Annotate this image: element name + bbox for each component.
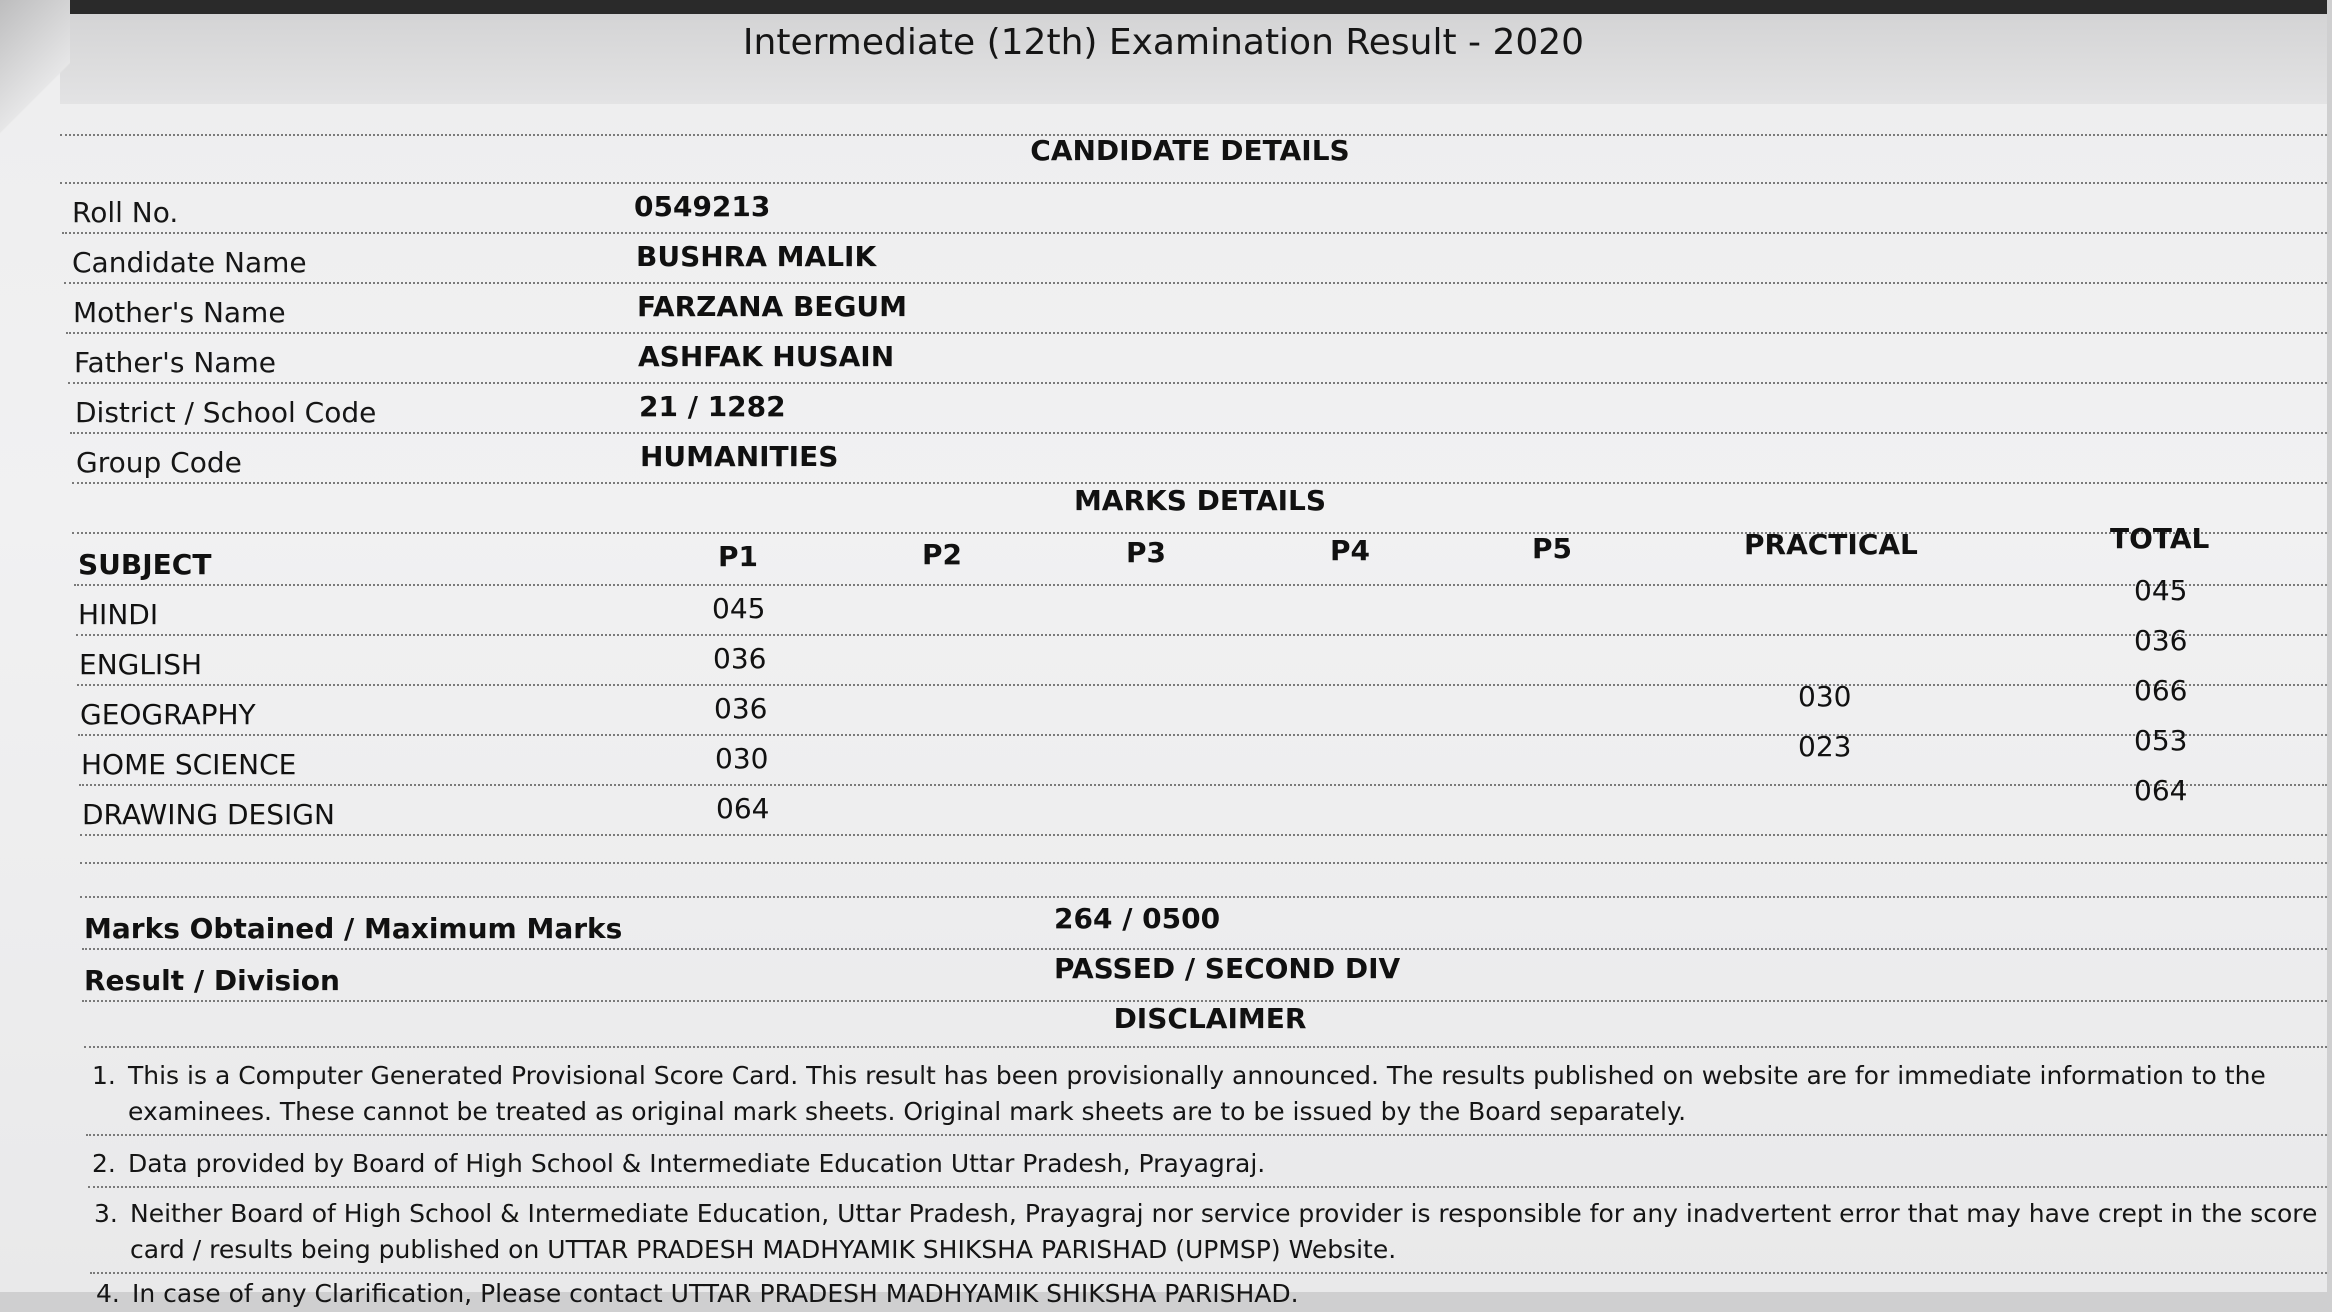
divider xyxy=(79,784,2327,786)
marks-obtained-value: 264 / 0500 xyxy=(1054,902,1221,935)
disclaimer-number: 3. xyxy=(94,1199,118,1228)
district-school-code-label: District / School Code xyxy=(75,396,377,429)
practical-cell: 023 xyxy=(1798,730,1852,763)
p1-cell: 030 xyxy=(715,742,769,775)
divider xyxy=(60,182,2327,184)
disclaimer-text: This is a Computer Generated Provisional Score Card. This result has been provisionally announced. The results published on website are for immediate information to the examinees. These cannot be treated as original mark sheets. Original mark sheets are to be issued by the Board separately. xyxy=(128,1061,2266,1126)
p3-header: P3 xyxy=(1126,536,1167,569)
total-cell: 064 xyxy=(2134,774,2188,807)
district-school-code-value: 21 / 1282 xyxy=(639,390,786,423)
mothers-name-label: Mother's Name xyxy=(73,296,286,329)
total-cell: 036 xyxy=(2134,624,2188,657)
page-title: Intermediate (12th) Examination Result - 2020 xyxy=(742,22,1585,63)
fathers-name-value: ASHFAK HUSAIN xyxy=(638,340,895,373)
divider xyxy=(88,1186,2327,1188)
subject-cell: HOME SCIENCE xyxy=(81,748,297,781)
divider xyxy=(62,232,2327,234)
divider xyxy=(90,1272,2327,1274)
disclaimer-item xyxy=(92,1058,2312,1130)
divider xyxy=(77,684,2327,686)
p5-header: P5 xyxy=(1532,532,1573,565)
mothers-name-value: FARZANA BEGUM xyxy=(637,290,908,323)
p1-header: P1 xyxy=(718,540,759,573)
divider xyxy=(70,432,2327,434)
divider xyxy=(80,896,2327,898)
divider xyxy=(82,948,2327,950)
disclaimer-number: 4. xyxy=(96,1279,120,1308)
subject-cell: ENGLISH xyxy=(79,648,203,681)
marks-section-title: MARKS DETAILS xyxy=(1073,484,1327,517)
disclaimer-text: Neither Board of High School & Intermediate Education, Uttar Pradesh, Prayagraj nor service provider is responsible for any inadvertent error that may have crept in the score card / results being published on UTTAR PRADESH MADHYAMIK SHIKSHA PARISHAD (UPMSP) Website. xyxy=(130,1199,2318,1264)
disclaimer-text: In case of any Clarification, Please contact UTTAR PRADESH MADHYAMIK SHIKSHA PARISHAD. xyxy=(132,1279,1299,1308)
total-cell: 045 xyxy=(2134,574,2188,607)
total-cell: 066 xyxy=(2134,674,2188,707)
practical-header: PRACTICAL xyxy=(1744,528,1918,561)
divider xyxy=(64,282,2327,284)
divider xyxy=(80,862,2327,864)
divider xyxy=(84,1046,2327,1048)
group-code-label: Group Code xyxy=(76,446,242,479)
disclaimer-item xyxy=(96,1276,2316,1312)
marks-obtained-label: Marks Obtained / Maximum Marks xyxy=(84,912,623,945)
subject-cell: DRAWING DESIGN xyxy=(82,798,335,831)
p4-header: P4 xyxy=(1330,534,1371,567)
fathers-name-label: Father's Name xyxy=(74,346,276,379)
p1-cell: 064 xyxy=(716,792,770,825)
disclaimer-number: 1. xyxy=(92,1061,116,1090)
divider xyxy=(66,332,2327,334)
candidate-section-title: CANDIDATE DETAILS xyxy=(1030,134,1350,167)
divider xyxy=(74,584,2327,586)
disclaimer-section-title: DISCLAIMER xyxy=(1113,1002,1307,1035)
group-code-value: HUMANITIES xyxy=(640,440,839,473)
result-division-label: Result / Division xyxy=(84,964,340,997)
divider xyxy=(68,382,2327,384)
total-header: TOTAL xyxy=(2110,522,2210,555)
divider xyxy=(72,532,2327,534)
p1-cell: 036 xyxy=(714,692,768,725)
subject-header: SUBJECT xyxy=(78,548,212,581)
disclaimer-item xyxy=(92,1146,2312,1182)
disclaimer-number: 2. xyxy=(92,1149,116,1178)
roll-no-label: Roll No. xyxy=(72,196,179,229)
practical-cell: 030 xyxy=(1798,680,1852,713)
p1-cell: 045 xyxy=(712,592,766,625)
candidate-name-value: BUSHRA MALIK xyxy=(636,240,877,273)
divider xyxy=(80,834,2327,836)
total-cell: 053 xyxy=(2134,724,2188,757)
top-bar xyxy=(0,0,2327,14)
p2-header: P2 xyxy=(922,538,963,571)
result-division-value: PASSED / SECOND DIV xyxy=(1054,952,1401,985)
divider xyxy=(78,734,2327,736)
p1-cell: 036 xyxy=(713,642,767,675)
subject-cell: GEOGRAPHY xyxy=(80,698,256,731)
subject-cell: HINDI xyxy=(78,598,159,631)
divider xyxy=(76,634,2327,636)
candidate-name-label: Candidate Name xyxy=(72,246,307,279)
disclaimer-item xyxy=(94,1196,2318,1268)
roll-no-value: 0549213 xyxy=(634,190,771,223)
divider xyxy=(86,1134,2327,1136)
disclaimer-text: Data provided by Board of High School & Intermediate Education Uttar Pradesh, Prayagraj. xyxy=(128,1149,1266,1178)
